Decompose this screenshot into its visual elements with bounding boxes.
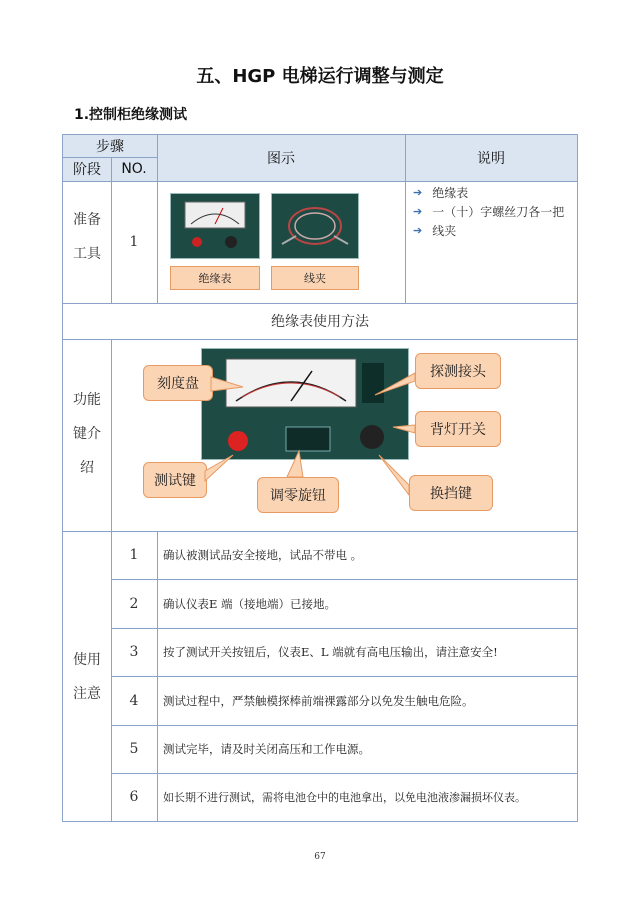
divider — [63, 303, 577, 304]
photo-label-meter: 绝缘表 — [170, 266, 260, 290]
usage-no-5: 5 — [129, 741, 139, 757]
callout-dial: 刻度盘 — [143, 365, 213, 401]
usage-no-2: 2 — [129, 595, 139, 612]
usage-no-1: 1 — [129, 547, 139, 563]
divider — [111, 773, 577, 774]
divider — [111, 628, 577, 629]
page-title: 五、HGP 电梯运行调整与测定 — [196, 66, 444, 87]
divider — [63, 339, 577, 340]
meter-panel-photo — [201, 348, 409, 460]
function-stage: 功能 键介 绍 — [73, 392, 101, 476]
page-number: 67 — [314, 852, 326, 862]
callout-zero-knob: 调零旋钮 — [257, 477, 339, 513]
meter-panel-icon — [202, 349, 408, 459]
method-title: 绝缘表使用方法 — [271, 314, 369, 330]
bullet-item: ➔ 线夹 — [413, 224, 457, 238]
header-stage: 阶段 — [63, 157, 111, 181]
clamp-wire-photo — [271, 193, 359, 259]
photo-label-clamp: 线夹 — [271, 266, 359, 290]
divider — [157, 531, 158, 821]
header-no: NO. — [111, 157, 157, 181]
callout-probe-jack: 探测接头 — [415, 353, 501, 389]
divider — [111, 531, 112, 821]
divider — [63, 181, 577, 182]
divider — [111, 339, 112, 531]
arrow-icon: ➔ — [413, 186, 423, 199]
prep-stage: 准备 工具 — [73, 212, 101, 262]
header-steps: 步骤 — [63, 135, 157, 157]
bullet-item: ➔ 绝缘表 — [413, 186, 469, 200]
wire-icon — [272, 194, 358, 258]
bullet-item: ➔ 一（十）字螺丝刀各一把 — [413, 205, 565, 219]
divider — [111, 725, 577, 726]
usage-text-4: 测试过程中，严禁触模探棒前端裸露部分以免发生触电危险。 — [163, 693, 474, 708]
usage-no-3: 3 — [129, 644, 139, 660]
usage-stage: 使用 注意 — [73, 652, 101, 702]
usage-text-5: 测试完毕，请及时关闭高压和工作电源。 — [163, 742, 370, 756]
callout-range-key: 换挡键 — [409, 475, 493, 511]
usage-no-6: 6 — [129, 789, 139, 805]
insulation-test-table — [62, 134, 578, 822]
prep-no: 1 — [129, 234, 139, 250]
divider — [111, 157, 112, 303]
header-explain: 说明 — [405, 135, 577, 181]
usage-text-3: 按了测试开关按钮后，仪表E、L 端就有高电压输出，请注意安全! — [163, 645, 498, 659]
divider — [405, 135, 406, 303]
divider — [111, 676, 577, 677]
divider — [63, 157, 157, 158]
insulation-meter-photo — [170, 193, 260, 259]
prep-bullets — [409, 183, 577, 240]
callout-test-key: 测试键 — [143, 462, 207, 498]
divider — [111, 579, 577, 580]
usage-no-4: 4 — [129, 692, 139, 709]
usage-text-2: 确认仪表E 端（接地端）已接地。 — [163, 596, 337, 611]
usage-text-6: 如长期不进行测试，需将电池仓中的电池拿出，以免电池液渗漏损坏仪表。 — [163, 791, 526, 804]
arrow-icon: ➔ — [413, 205, 423, 218]
usage-text-1: 确认被测试品安全接地，试品不带电 。 — [163, 548, 363, 562]
divider — [157, 135, 158, 303]
section-title: 1.控制柜绝缘测试 — [74, 107, 188, 123]
divider — [63, 531, 577, 532]
header-figure: 图示 — [157, 135, 405, 181]
meter-icon — [171, 194, 259, 258]
arrow-icon: ➔ — [413, 224, 423, 237]
callout-backlight-switch: 背灯开关 — [415, 411, 501, 447]
